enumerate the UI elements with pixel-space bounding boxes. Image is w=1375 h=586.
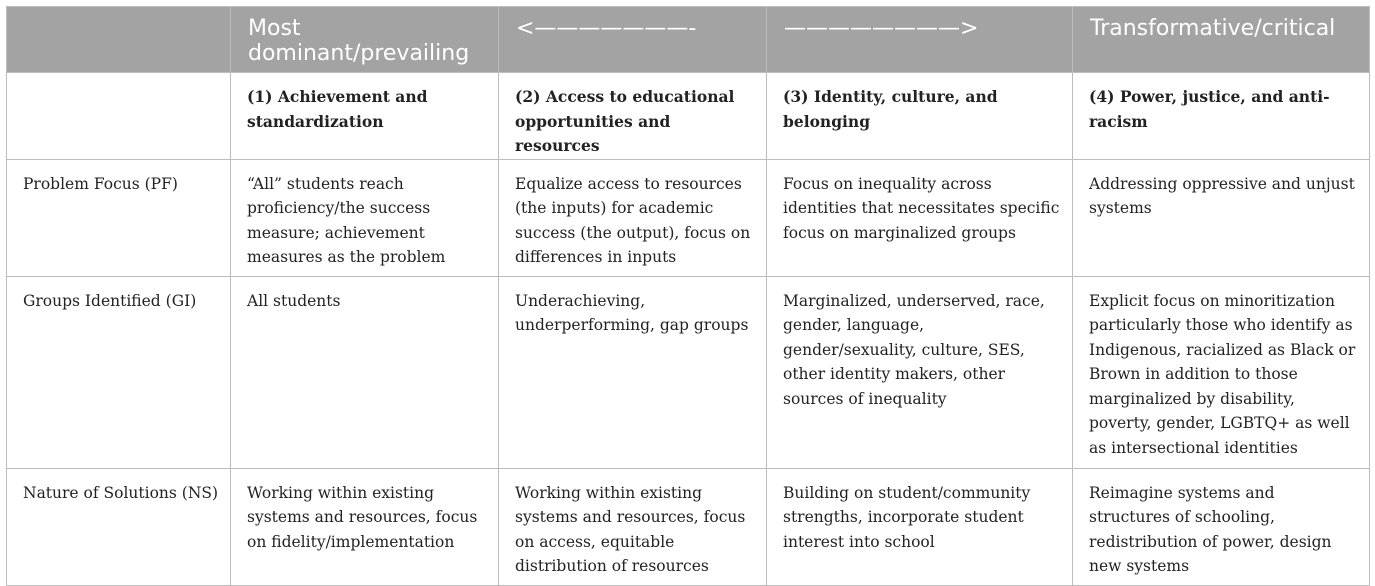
subheader-power: (4) Power, justice, and anti-racism [1073,73,1370,160]
table-cell: Reimagine systems and structures of schooling, redistribution of power, design new systems [1073,468,1370,585]
table-cell: Marginalized, underserved, race, gender, language, gender/sexuality, culture, SES, other identity makers, other sources of inequality [767,276,1073,468]
table-row-nature-of-solutions [7,468,1370,585]
subheader-cell-empty [7,73,231,160]
table-cell: Equalize access to resources (the inputs) for academic success (the output), focus on differences in inputs [499,159,767,276]
table-cell: Working within existing systems and resources, focus on fidelity/implementation [231,468,499,585]
header-arrow-right: ————————> [767,7,1073,73]
subheader-identity: (3) Identity, culture, and belonging [767,73,1073,160]
subheader-achievement: (1) Achievement and standardization [231,73,499,160]
header-row [7,7,1370,73]
header-most-dominant: Most dominant/prevailing [231,7,499,73]
framework-table-container [6,6,1369,586]
equity-framework-table [6,6,1370,586]
row-label: Groups Identified (GI) [7,276,231,468]
table-cell: Explicit focus on minoritization particularly those who identify as Indigenous, racialized as Black or Brown in addition to those marginalized by disability, poverty, gender, LGBTQ+ as well as intersectional identities [1073,276,1370,468]
table-cell: Building on student/community strengths, incorporate student interest into school [767,468,1073,585]
subheader-access: (2) Access to educational opportunities and resources [499,73,767,160]
table-cell: Addressing oppressive and unjust systems [1073,159,1370,276]
table-cell: Working within existing systems and resources, focus on access, equitable distribution of resources [499,468,767,585]
row-label: Nature of Solutions (NS) [7,468,231,585]
table-cell: All students [231,276,499,468]
subheader-row [7,73,1370,160]
row-label: Problem Focus (PF) [7,159,231,276]
table-row-groups-identified [7,276,1370,468]
table-cell: “All” students reach proficiency/the success measure; achievement measures as the problem [231,159,499,276]
table-cell: Underachieving, underperforming, gap groups [499,276,767,468]
header-arrow-left: <———————- [499,7,767,73]
table-cell: Focus on inequality across identities that necessitates specific focus on marginalized groups [767,159,1073,276]
header-cell-empty [7,7,231,73]
header-transformative: Transformative/critical [1073,7,1370,73]
table-row-problem-focus [7,159,1370,276]
